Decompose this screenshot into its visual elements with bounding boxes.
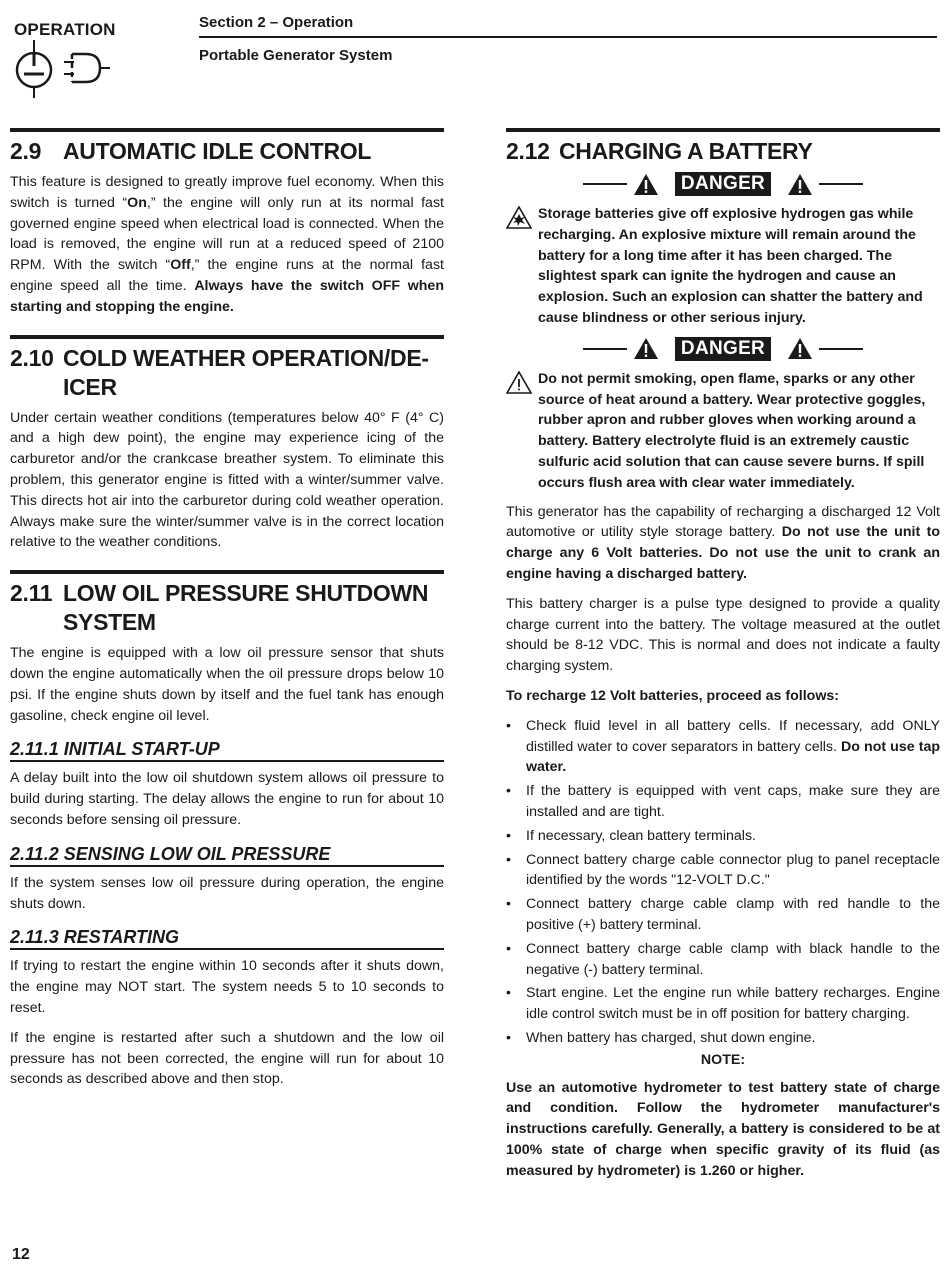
heading-2-11: 2.11 LOW OIL PRESSURE SHUTDOWN SYSTEM bbox=[10, 570, 444, 637]
para-2-11-1: A delay built into the low oil shutdown system allows oil pressure to build during starting. The delay allows the engine to run for about 10 seconds before sensing oil pressure. bbox=[10, 770, 444, 828]
danger-label: DANGER bbox=[675, 172, 771, 196]
procedure-list bbox=[506, 716, 940, 1049]
page-header bbox=[199, 14, 937, 64]
danger-banner-2 bbox=[506, 337, 940, 361]
note-title: NOTE: bbox=[700, 1051, 746, 1068]
list-item: • Connect battery charge cable connector plug to panel receptacle identified by the words "12-VOLT D.C." bbox=[506, 850, 940, 892]
para-2-9: This feature is designed to greatly improve fuel economy. When this switch is turned “On,” the engine will only run at its normal fast governed engine speed when electrical load is connected. When the load is removed, the engine will run at a reduced speed of 2100 RPM. With the switch “Off,” the engine runs at the normal fast engine speed all the time. Always have the switch OFF when starting and stopping the engine. bbox=[10, 174, 444, 315]
heading-2-10: 2.10 COLD WEATHER OPERATION/DE-ICER bbox=[10, 335, 444, 402]
list-item: • Connect battery charge cable clamp with black handle to the negative (-) battery terminal. bbox=[506, 939, 940, 981]
danger-banner-1 bbox=[506, 172, 940, 196]
warning-triangle-icon bbox=[787, 173, 813, 196]
para-2-11: The engine is equipped with a low oil pressure sensor that shuts down the engine automatically when the oil pressure drops below 10 psi. If the engine shuts down by itself and the fuel tank has enough gasoline, check engine oil level. bbox=[10, 645, 444, 724]
para-2-11-3a: If trying to restart the engine within 10 seconds after it shuts down, the engine may NOT start. The system needs 5 to 10 seconds to reset. bbox=[10, 958, 444, 1016]
para-2-12-a: This generator has the capability of recharging a discharged 12 Volt automotive or utility style storage battery. Do not use the unit to charge any 6 Volt batteries. Do not use the unit to crank an engine having a discharged battery. bbox=[506, 503, 940, 582]
warning-triangle-icon bbox=[633, 173, 659, 196]
heading-2-11-1: 2.11.1 INITIAL START-UP bbox=[10, 738, 444, 762]
explosion-hazard-icon bbox=[506, 206, 532, 229]
para-2-11-2: If the system senses low oil pressure during operation, the engine shuts down. bbox=[10, 874, 444, 912]
right-column bbox=[506, 128, 940, 1191]
note-text: Use an automotive hydrometer to test battery state of charge and condition. Follow the hydrometer manufacturer's instructions carefully. Generally, a battery is considered to be at 100% state of charge when specific gravity of its fluid (as measured by hydrometer) is 1.260 or higher. bbox=[506, 1079, 940, 1179]
warning-triangle-icon bbox=[787, 337, 813, 360]
procedure-title: To recharge 12 Volt batteries, proceed as follows: bbox=[506, 687, 839, 704]
list-item: • If necessary, clean battery terminals. bbox=[506, 826, 940, 847]
heading-2-11-2: 2.11.2 SENSING LOW OIL PRESSURE bbox=[10, 843, 444, 867]
para-2-12-b: This battery charger is a pulse type designed to provide a quality charge current into the battery. The voltage measured at the outlet should be 8-12 VDC. This is normal and does not indicate a faulty charging system. bbox=[506, 595, 940, 675]
logo-label: OPERATION bbox=[14, 20, 116, 39]
list-item: • Start engine. Let the engine run while battery recharges. Engine idle control switch must be in off position for battery charging. bbox=[506, 983, 940, 1025]
heading-2-9: 2.9 AUTOMATIC IDLE CONTROL bbox=[10, 128, 444, 166]
list-item: • Connect battery charge cable clamp with red handle to the positive (+) battery terminal. bbox=[506, 894, 940, 936]
para-2-11-3b: If the engine is restarted after such a shutdown and the low oil pressure has not been corrected, the engine will run for about 10 seconds as described above and then stop. bbox=[10, 1029, 444, 1088]
operation-logo bbox=[14, 20, 124, 105]
warning-triangle-icon bbox=[633, 337, 659, 360]
heading-2-11-3: 2.11.3 RESTARTING bbox=[10, 926, 444, 950]
warning-explosion: Storage batteries give off explosive hydrogen gas while recharging. An explosive mixture will remain around the battery for a long time after it has been charged. The slightest spark can ignite the hydrogen and cause an explosion. Such an explosion can shatter the battery and cause blindness or other serious injury. bbox=[506, 204, 940, 329]
caution-triangle-icon bbox=[506, 371, 532, 394]
left-column bbox=[10, 128, 444, 1099]
section-title: Section 2 – Operation bbox=[199, 14, 937, 38]
heading-2-12: 2.12 CHARGING A BATTERY bbox=[506, 128, 940, 166]
list-item: • Check fluid level in all battery cells. If necessary, add ONLY distilled water to cover separators in battery cells. Do not use tap water. bbox=[506, 716, 940, 778]
header-subtitle: Portable Generator System bbox=[199, 47, 393, 64]
list-item: • If the battery is equipped with vent caps, make sure they are installed and are tight. bbox=[506, 781, 940, 823]
list-item: • When battery has charged, shut down engine. bbox=[506, 1028, 940, 1049]
plug-connector-icon bbox=[14, 40, 114, 100]
page-number: 12 bbox=[12, 1246, 30, 1263]
warning-acid: Do not permit smoking, open flame, sparks or any other source of heat around a battery. Wear protective goggles, rubber apron and rubber gloves when working around a battery. Battery electrolyte fluid is an extremely caustic sulfuric acid solution that can cause severe burns. If spill occurs flush area with clear water immediately. bbox=[506, 369, 940, 494]
para-2-10: Under certain weather conditions (temperatures below 40° F (4° C) and a high dew point), the engine may experience icing of the carburetor and/or the crankcase breather system. To eliminate this problem, this generator engine is fitted with a winter/summer valve. This directs hot air into the carburetor during cold weather operation. Always make sure the winter/summer valve is in the correct location relative to the weather conditions. bbox=[10, 409, 444, 551]
danger-label: DANGER bbox=[675, 337, 771, 361]
